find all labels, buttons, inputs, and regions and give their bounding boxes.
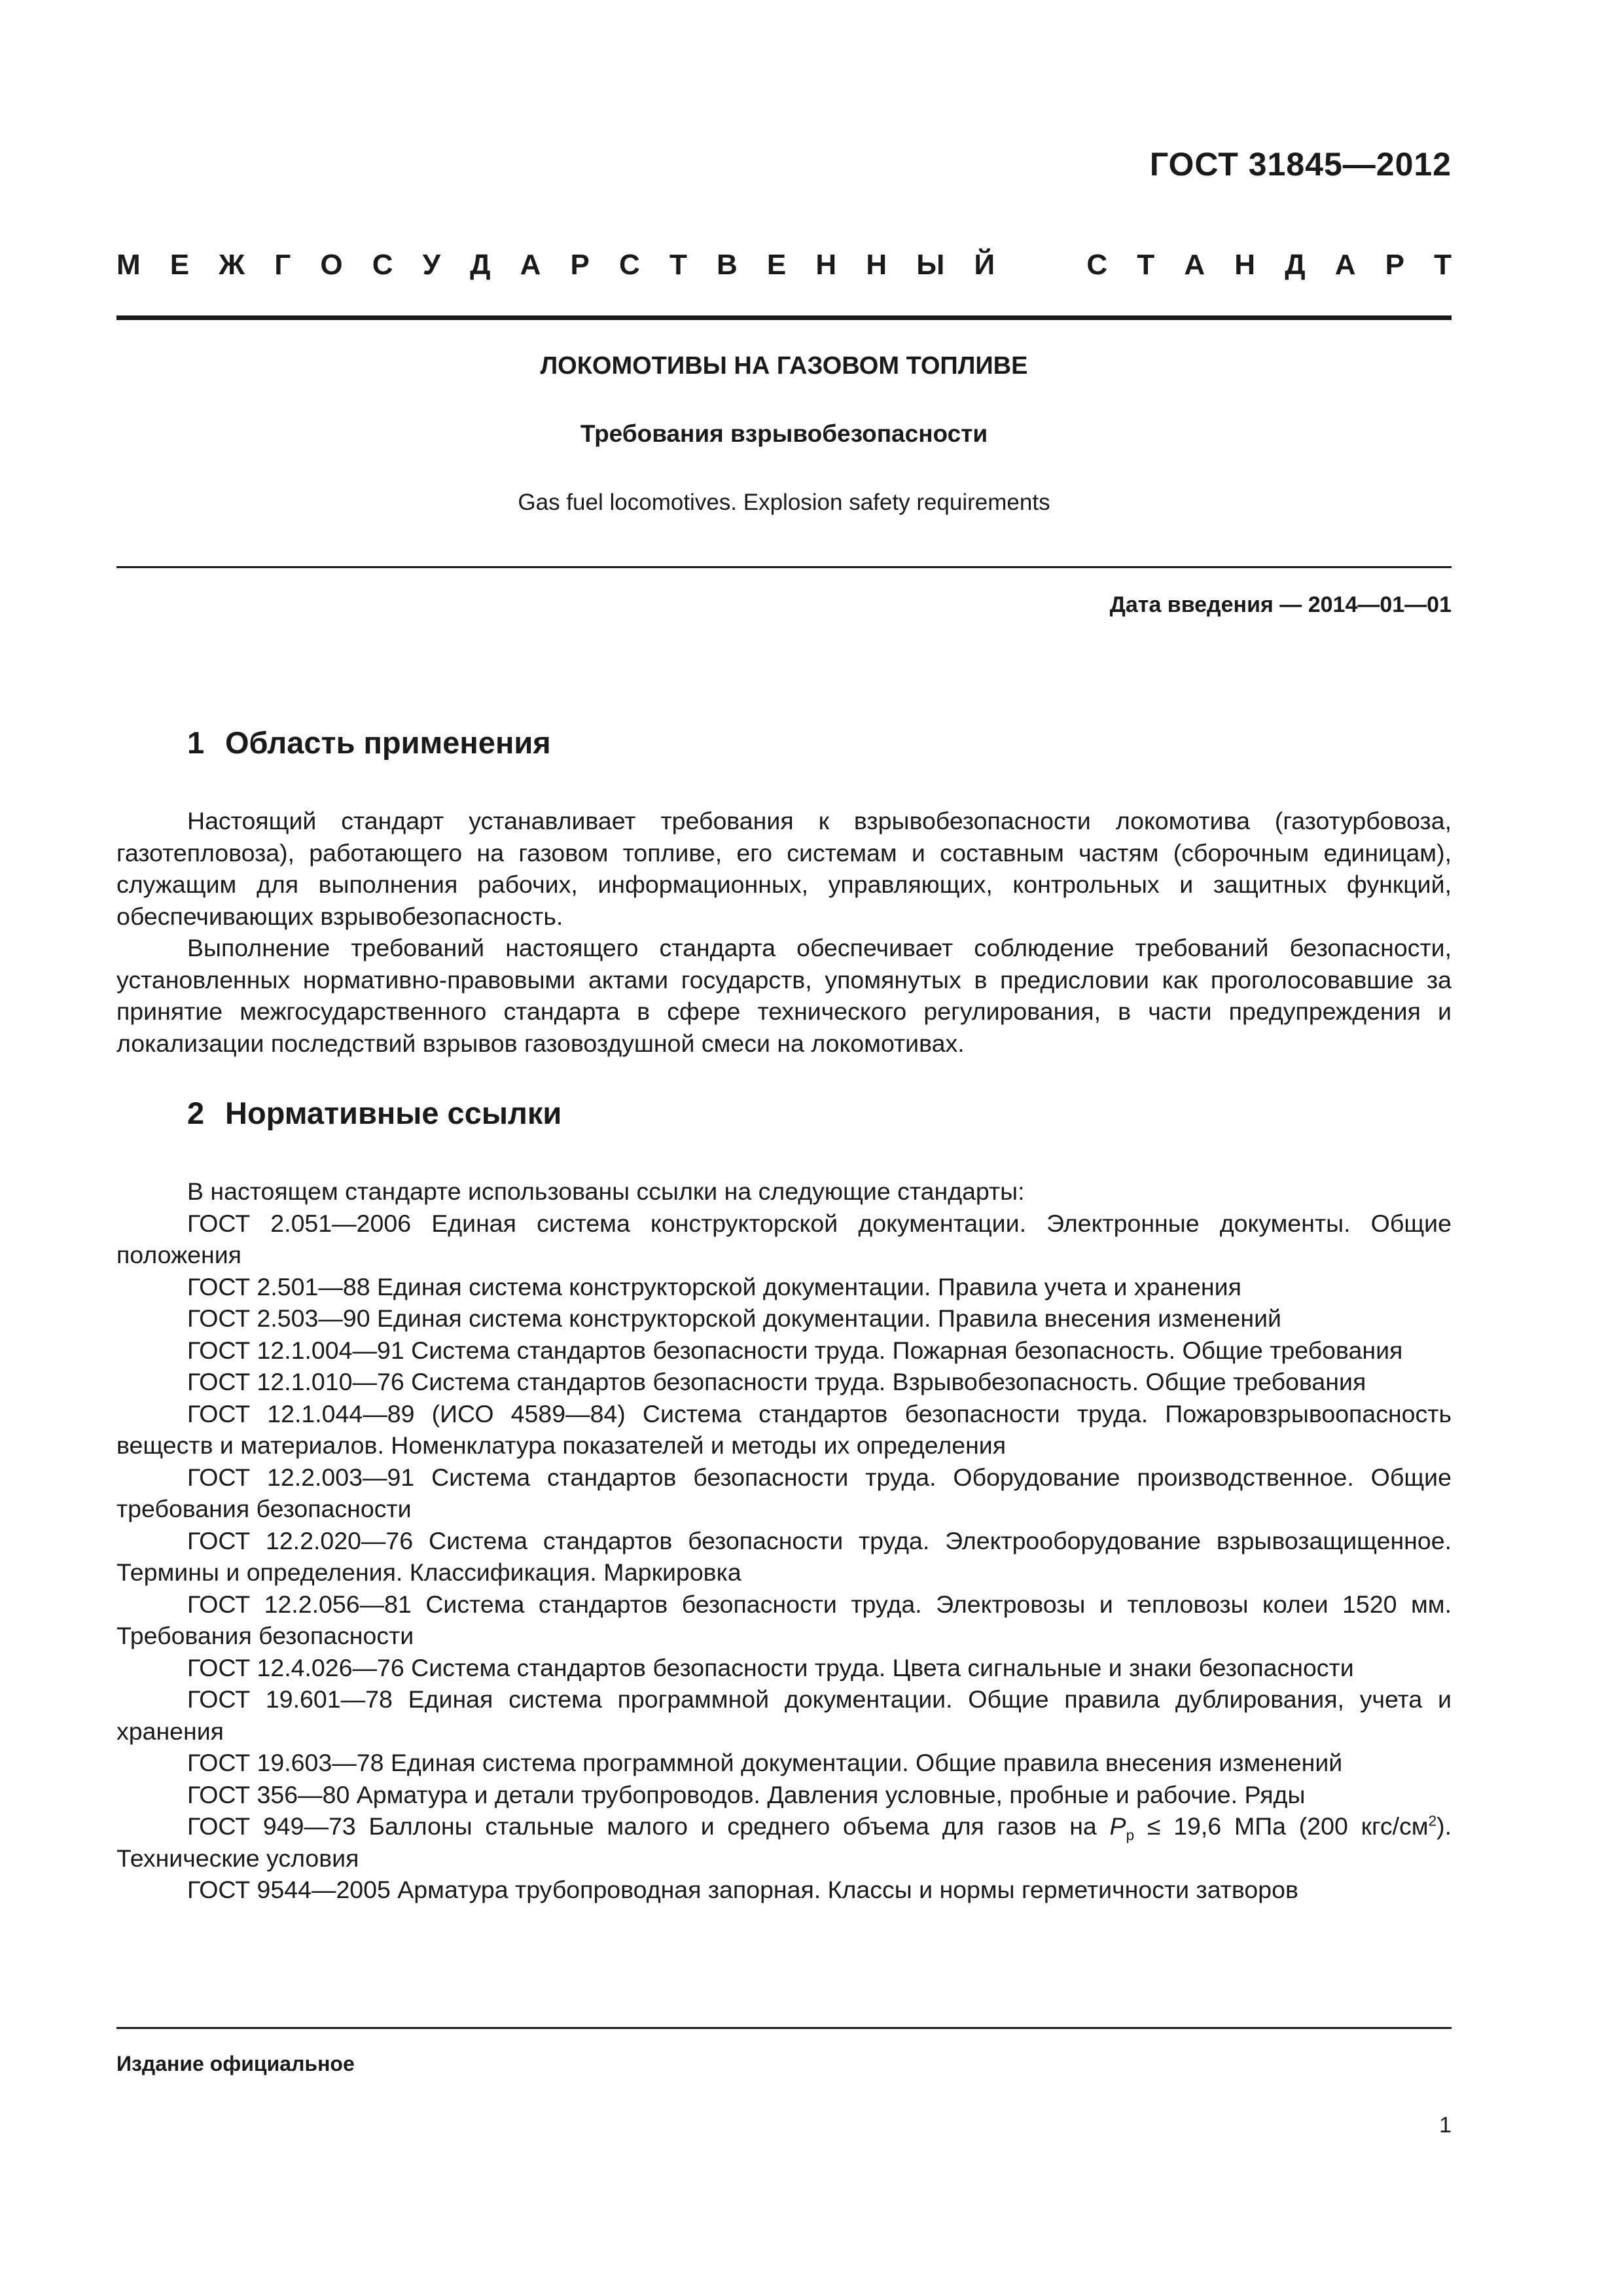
reference-item: ГОСТ 2.501—88 Единая система конструкторской документации. Правила учета и хранения: [187, 1272, 1241, 1300]
reference-item: ГОСТ 12.2.003—91 Система стандартов безопасности труда. Оборудование производственное. Общие требования безопасности: [116, 1463, 1452, 1522]
banner-letter: А: [1334, 249, 1356, 281]
banner-letter: Й: [974, 249, 995, 281]
pressure-subscript: р: [1126, 1827, 1135, 1844]
reference-item-gost-949: [116, 1810, 1452, 1874]
banner-letter: Д: [470, 249, 491, 281]
title-divider: [116, 566, 1452, 568]
reference-item: ГОСТ 12.2.020—76 Система стандартов безопасности труда. Электрооборудование взрывозащищенное. Термины и определения. Классификация. Маркировка: [116, 1526, 1452, 1586]
banner-letter: М: [116, 249, 141, 281]
references-intro: В настоящем стандарте использованы ссылки на следующие стандарты:: [187, 1177, 1025, 1205]
banner-letter: Т: [669, 249, 687, 281]
reference-item: ГОСТ 12.1.010—76 Система стандартов безопасности труда. Взрывобезопасность. Общие требования: [187, 1368, 1366, 1395]
banner-letter: Е: [766, 249, 787, 281]
pressure-symbol: P: [1109, 1812, 1126, 1840]
banner-letter: В: [717, 249, 738, 281]
english-title: Gas fuel locomotives. Explosion safety requirements: [518, 490, 1050, 515]
paragraph: Настоящий стандарт устанавливает требования к взрывобезопасности локомотива (газотурбовоза, газотепловоза), работающего на газовом топливе, его системам и составным частям (сборочным единицам), служащим для выполнения рабочих, информационных, управляющих, контрольных и защитных функций, обеспечивающих взрывобезопасность.: [116, 807, 1452, 930]
edition-label: Издание официальное: [116, 2052, 355, 2075]
section-heading: [187, 720, 1452, 766]
banner-letter: Н: [1234, 249, 1256, 281]
banner-letter: Т: [1137, 249, 1155, 281]
ref-text: ). Технические условия: [116, 1812, 1452, 1872]
footer-divider: [116, 2027, 1452, 2029]
banner-letter: Н: [815, 249, 837, 281]
reference-item: ГОСТ 12.2.056—81 Система стандартов безопасности труда. Электровозы и тепловозы колеи 1520 мм. Требования безопасности: [116, 1590, 1452, 1649]
section-number: 2: [187, 1096, 205, 1130]
banner-letter: Т: [1434, 249, 1452, 281]
banner-letter: С: [372, 249, 393, 281]
ref-text: ГОСТ 949—73 Баллоны стальные малого и среднего объема для газов на: [187, 1812, 1110, 1840]
banner-letter: А: [1184, 249, 1205, 281]
reference-item: ГОСТ 19.601—78 Единая система программной документации. Общие правила дублирования, учета и хранения: [116, 1685, 1452, 1745]
effective-date: Дата введения — 2014—01—01: [1109, 592, 1452, 617]
banner-letter: С: [1086, 249, 1108, 281]
paragraph: Выполнение требований настоящего стандарта обеспечивает соблюдение требований безопасности, установленных нормативно-правовыми актами государств, упомянутых в предисловии как проголосовавшие за принятие межгосударственного стандарта в сфере технического регулирования, в части предупреждения и локализации последствий взрывов газовоздушной смеси на локомотивах.: [116, 934, 1452, 1057]
standard-banner: [116, 249, 1452, 281]
banner-letter: Р: [1385, 249, 1404, 281]
section-title: Область применения: [225, 725, 551, 760]
ref-text: ≤ 19,6 МПа (200 кгс/см: [1134, 1812, 1429, 1840]
reference-item: ГОСТ 9544—2005 Арматура трубопроводная запорная. Классы и нормы герметичности затворов: [187, 1876, 1298, 1903]
reference-item: ГОСТ 356—80 Арматура и детали трубопроводов. Давления условные, пробные и рабочие. Ряды: [187, 1780, 1306, 1808]
banner-letter: А: [520, 249, 541, 281]
banner-letter: Ж: [219, 249, 245, 281]
banner-letter: Д: [1285, 249, 1306, 281]
doc-number: ГОСТ 31845—2012: [1149, 146, 1452, 183]
reference-item: ГОСТ 19.603—78 Единая система программной документации. Общие правила внесения изменений: [187, 1749, 1343, 1776]
section-number: 1: [187, 725, 205, 760]
page-number: 1: [1439, 2113, 1452, 2138]
banner-letter: О: [320, 249, 343, 281]
banner-letter: Е: [169, 249, 190, 281]
reference-item: ГОСТ 12.1.044—89 (ИСО 4589—84) Система стандартов безопасности труда. Пожаровзрывоопасность веществ и материалов. Номенклатура показателей и методы их определения: [116, 1399, 1452, 1459]
section-heading: [187, 1090, 1452, 1136]
document-body: [116, 720, 1452, 1906]
banner-letter: Г: [274, 249, 291, 281]
banner-letter: Ы: [916, 249, 945, 281]
banner-letter: У: [422, 249, 440, 281]
banner-letter: Н: [866, 249, 887, 281]
section-title: Нормативные ссылки: [225, 1096, 562, 1130]
reference-item: ГОСТ 12.1.004—91 Система стандартов безопасности труда. Пожарная безопасность. Общие требования: [187, 1336, 1403, 1364]
unit-superscript: 2: [1428, 1812, 1437, 1829]
header-divider: [116, 315, 1452, 320]
reference-item: ГОСТ 2.051—2006 Единая система конструкторской документации. Электронные документы. Общие положения: [116, 1209, 1452, 1268]
document-title: ЛОКОМОТИВЫ НА ГАЗОВОМ ТОПЛИВЕ: [540, 352, 1028, 380]
reference-item: ГОСТ 12.4.026—76 Система стандартов безопасности труда. Цвета сигнальные и знаки безопасности: [187, 1653, 1354, 1681]
banner-letter: С: [619, 249, 640, 281]
banner-letter: Р: [570, 249, 590, 281]
document-subtitle: Требования взрывобезопасности: [580, 420, 988, 447]
reference-item: ГОСТ 2.503—90 Единая система конструкторской документации. Правила внесения изменений: [187, 1304, 1282, 1332]
